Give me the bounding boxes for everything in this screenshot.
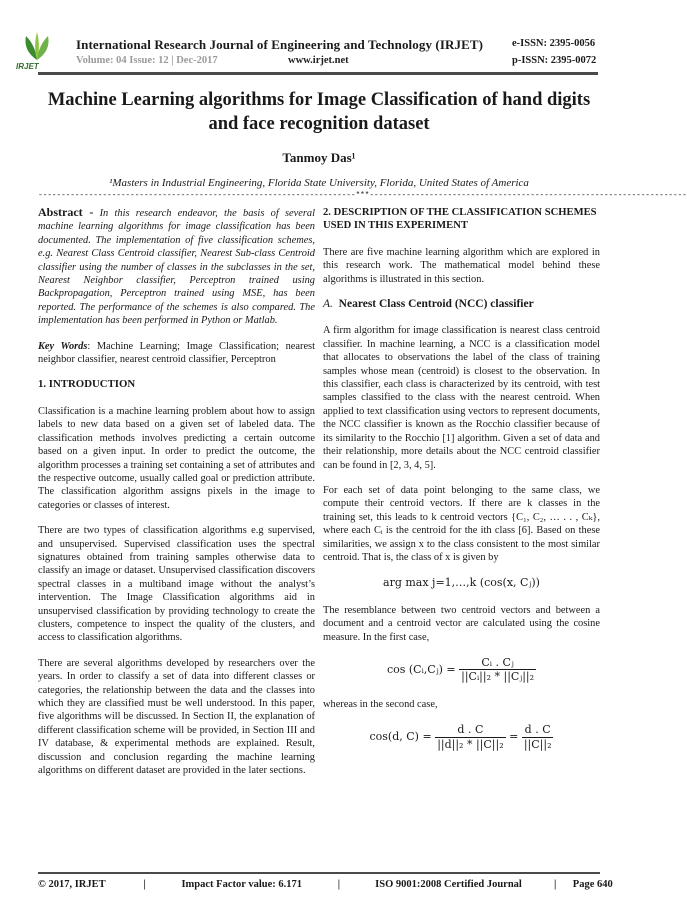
- journal-title: International Research Journal of Engineering and Technology (IRJET): [76, 37, 484, 52]
- ncc-paragraph-3: The resemblance between two centroid vectors and between a document and a centroid vector are calculated using the cosine measure. In the first case,: [323, 604, 600, 643]
- footer-divider: [38, 872, 600, 874]
- intro-paragraph-1: Classification is a machine learning problem about how to assign labels to new data based on a given set of labeled data. The classification methods involves predicting a certain outcome based on a given input. In order to predict the outcome, the algorithm processes a training set containing a set of attributes and the respective outcome, usually called goal or prediction attribute. The classification algorithm assigns pixels in the image to categories or classes of interest.: [38, 405, 316, 511]
- paper-title: Machine Learning algorithms for Image Classification of hand digits and face recognition dataset: [47, 90, 591, 134]
- eq3-denominator-2: ||C||₂: [523, 737, 552, 751]
- eq3-numerator-1: d . C: [435, 723, 505, 737]
- intro-heading: 1. INTRODUCTION: [38, 378, 136, 391]
- eq3-lhs: cos(d, C) =: [369, 730, 432, 744]
- eq2-numerator: Cᵢ . Cⱼ: [459, 656, 536, 670]
- ncc-paragraph-1: A firm algorithm for image classification is nearest class centroid classifier. In machine learning, a NCC is a classification model that allocates to observations the label of the class of training samples whose mean (centroid) is closest to the observation. In this classifier, each class is characterized by its centroid, with test samples classified to the class with the nearest centroid. When applied to text classification using vectors to represent documents, the NCC classifier is known as the Rocchio classifier because of its similarity to the Rocchio [1] algorithm. Given a set of data and their relationship, more details about the NCC centroid classifier can be found in [2, 3, 4, 5].: [323, 325, 600, 471]
- footer-impact-factor: Impact Factor value: 6.171: [181, 879, 303, 890]
- eq2-lhs: cos (Cᵢ,Cⱼ) =: [386, 662, 456, 676]
- abstract-text: In this research endeavor, the basis of several machine learning algorithms for image classification has been documented. The implementation of five classification schemes, e.g. Nearest Class Centroid classifier, Nearest Sub-class Centroid classifier using the number of classes in the subclasses in the set, Nearest Neighbor classifier, Perceptron trained using Backpropagation, Perceptron trained using MSE, has been reported. The performance of the schemes is also compared. The implementation has been performed in Python or Matlab.: [38, 208, 315, 327]
- left-column: [38, 206, 315, 789]
- volume-issue: Volume: 04 Issue: 12 | Dec-2017: [76, 55, 218, 66]
- footer-iso: ISO 9001:2008 Certified Journal: [375, 879, 522, 890]
- equation-cosine-centroids: [323, 656, 600, 684]
- footer-separator: |: [337, 879, 341, 890]
- intro-paragraph-3: There are several algorithms developed by researchers over the years. In order to classify a set of data into different classes or categories, the relationship between the data and the classes into which they are classified must be well understood. In this paper, five algorithms will be discussed. In Section II, the explanation of different classification scheme will be provided, in Section III and IV database, & experimental methods are explained. Result, discussion and conclusion regarding the machine learning algorithms on different dataset are provided in the later sections.: [38, 657, 315, 777]
- journal-header: [0, 0, 638, 75]
- footer-separator: |: [553, 879, 557, 890]
- ncc-paragraph-2: For each set of data point belonging to the same class, we compute their centroid vectors. If there are k classes in the training set, this leads to k centroid vectors {C₁, C₂, … . . , Cₖ}, where each Cᵢ is the centroid for the ith class [6]. Based on these similarities, we assign x to the class consistent to the most similar centroid. That is, the class of x is given by: [323, 484, 600, 563]
- header-divider: [38, 72, 598, 75]
- ncc-paragraph-4: whereas in the second case,: [323, 698, 438, 710]
- eissn: e-ISSN: 2395-0056: [512, 38, 596, 49]
- title-divider: ---------------------------------------------------------------------***---------------------------------------------------------------------: [38, 191, 687, 200]
- section2-heading: 2. DESCRIPTION OF THE CLASSIFICATION SCHEMES USED IN THIS EXPERIMENT: [323, 207, 597, 232]
- footer-copyright: © 2017, IRJET: [38, 879, 106, 890]
- keywords-text: : Machine Learning; Image Classification; nearest neighbor classifier, nearest centroid classifier, Perceptron: [38, 340, 315, 366]
- abstract-heading: Abstract -: [38, 205, 94, 219]
- author-affiliation: ¹Masters in Industrial Engineering, Florida State University, Florida, United States of America: [109, 177, 529, 189]
- author-name: Tanmoy Das¹: [282, 150, 356, 165]
- eq3-denominator-1: ||d||₂ * ||C||₂: [437, 737, 504, 751]
- eq2-denominator: ||Cᵢ||₂ * ||Cⱼ||₂: [461, 670, 535, 684]
- pissn: p-ISSN: 2395-0072: [512, 55, 597, 66]
- right-column: [323, 206, 600, 765]
- keywords-heading: Key Words: [38, 340, 88, 352]
- journal-website-link[interactable]: www.irjet.net: [288, 55, 349, 66]
- keywords: [38, 340, 315, 367]
- equation-argmax: arg max j=1,…,k (cos(x, Cⱼ)): [383, 576, 540, 590]
- logo-wordmark: IRJET: [16, 62, 39, 71]
- eq3-numerator-2: d . C: [522, 723, 554, 737]
- page-footer: [38, 879, 613, 890]
- subsection-heading: [323, 298, 600, 311]
- eq3-fraction-2: [522, 723, 554, 751]
- footer-page-number: Page 640: [572, 879, 613, 890]
- abstract: [38, 206, 315, 328]
- intro-paragraph-2: There are two types of classification algorithms e.g supervised, and unsupervised. Supervised classification uses the spectral signatures obtained from training samples otherwise data to classify an image or dataset. Unsupervised classification discovers spectral classes in a multiband image without the analyst’s intervention. The Image Classification algorithms aid in unsupervised classification by providing technology to create the clusters, competence to inspect the quality of the clusters, and access to classification algorithms.: [38, 525, 315, 644]
- eq2-fraction: [459, 656, 536, 684]
- equation-cosine-document: cos(d, C) = $\frac{d . C}{\text{||d||₂ * ||C||₂}}$ = $\frac{d . C}{\text{||C||₂}}$: [369, 723, 552, 751]
- subsection-title: Nearest Class Centroid (NCC) classifier: [338, 298, 534, 311]
- subsection-letter: A.: [323, 298, 333, 311]
- section2-paragraph: There are five machine learning algorithm which are explored in this research work. The mathematical model behind these algorithms is illustrated in this section.: [323, 246, 600, 285]
- eq3-fraction-1: [435, 723, 505, 751]
- footer-separator: |: [143, 879, 146, 890]
